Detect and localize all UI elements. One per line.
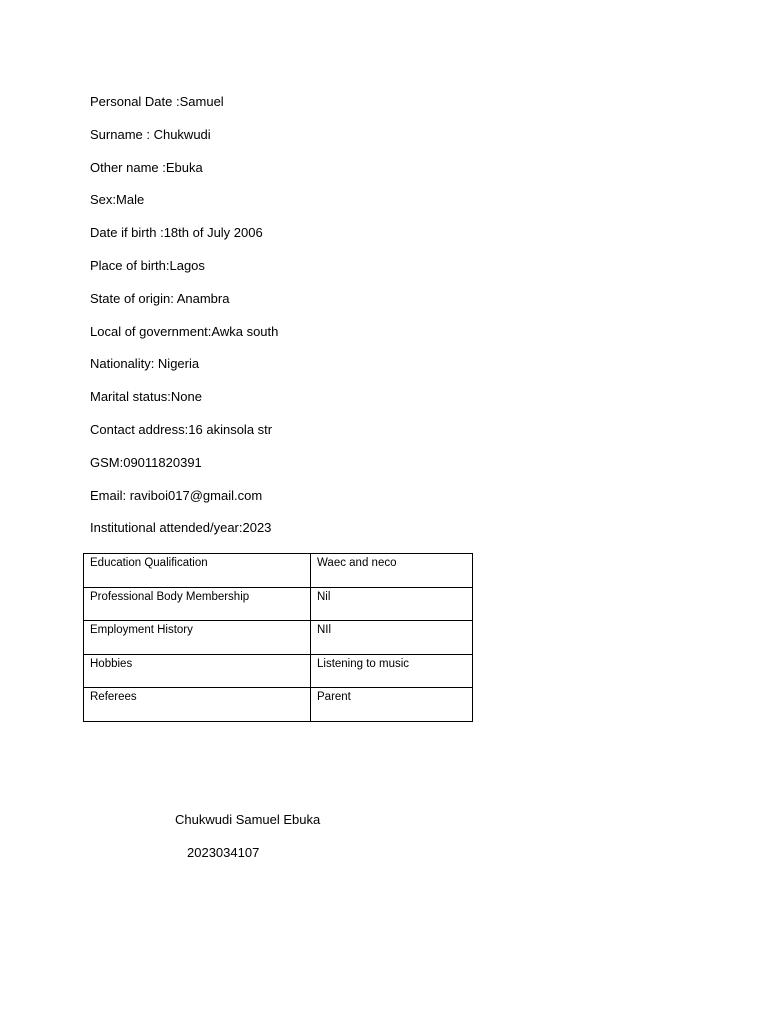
table-cell-value: Nil xyxy=(311,587,473,621)
table-cell-label: Referees xyxy=(84,688,311,722)
table-cell-label: Professional Body Membership xyxy=(84,587,311,621)
table-row xyxy=(84,688,473,722)
table-row xyxy=(84,621,473,655)
table-cell-value: Parent xyxy=(311,688,473,722)
personal-date-line: Personal Date :Samuel xyxy=(90,94,224,109)
date-of-birth-line: Date if birth :18th of July 2006 xyxy=(90,225,263,241)
surname-line: Surname : Chukwudi xyxy=(90,126,211,142)
state-of-origin-line: State of origin: Anambra xyxy=(90,290,230,306)
email-line: Email: raviboi017@gmail.com xyxy=(90,487,263,503)
table-cell-value: Waec and neco xyxy=(311,554,473,588)
marital-status-line: Marital status:None xyxy=(90,389,202,405)
institution-line: Institutional attended/year:2023 xyxy=(90,520,272,536)
table-row xyxy=(84,654,473,688)
details-table xyxy=(83,553,473,722)
signature-name: Chukwudi Samuel Ebuka xyxy=(175,812,321,827)
table-row xyxy=(84,587,473,621)
other-name-line: Other name :Ebuka xyxy=(90,159,203,175)
signature-id-number: 2023034107 xyxy=(187,845,260,860)
contact-address-line: Contact address:16 akinsola str xyxy=(90,421,273,437)
table-cell-label: Education Qualification xyxy=(84,554,311,588)
table-cell-label: Employment History xyxy=(84,621,311,655)
nationality-line: Nationality: Nigeria xyxy=(90,356,200,372)
gsm-line: GSM:09011820391 xyxy=(90,454,202,470)
table-cell-value: Listening to music xyxy=(311,654,473,688)
personal-info-list xyxy=(90,92,278,551)
sex-line: Sex:Male xyxy=(90,192,145,208)
table-cell-value: NIl xyxy=(311,621,473,655)
place-of-birth-line: Place of birth:Lagos xyxy=(90,257,205,273)
table-row xyxy=(84,554,473,588)
local-government-line: Local of government:Awka south xyxy=(90,323,279,339)
table-cell-label: Hobbies xyxy=(84,654,311,688)
